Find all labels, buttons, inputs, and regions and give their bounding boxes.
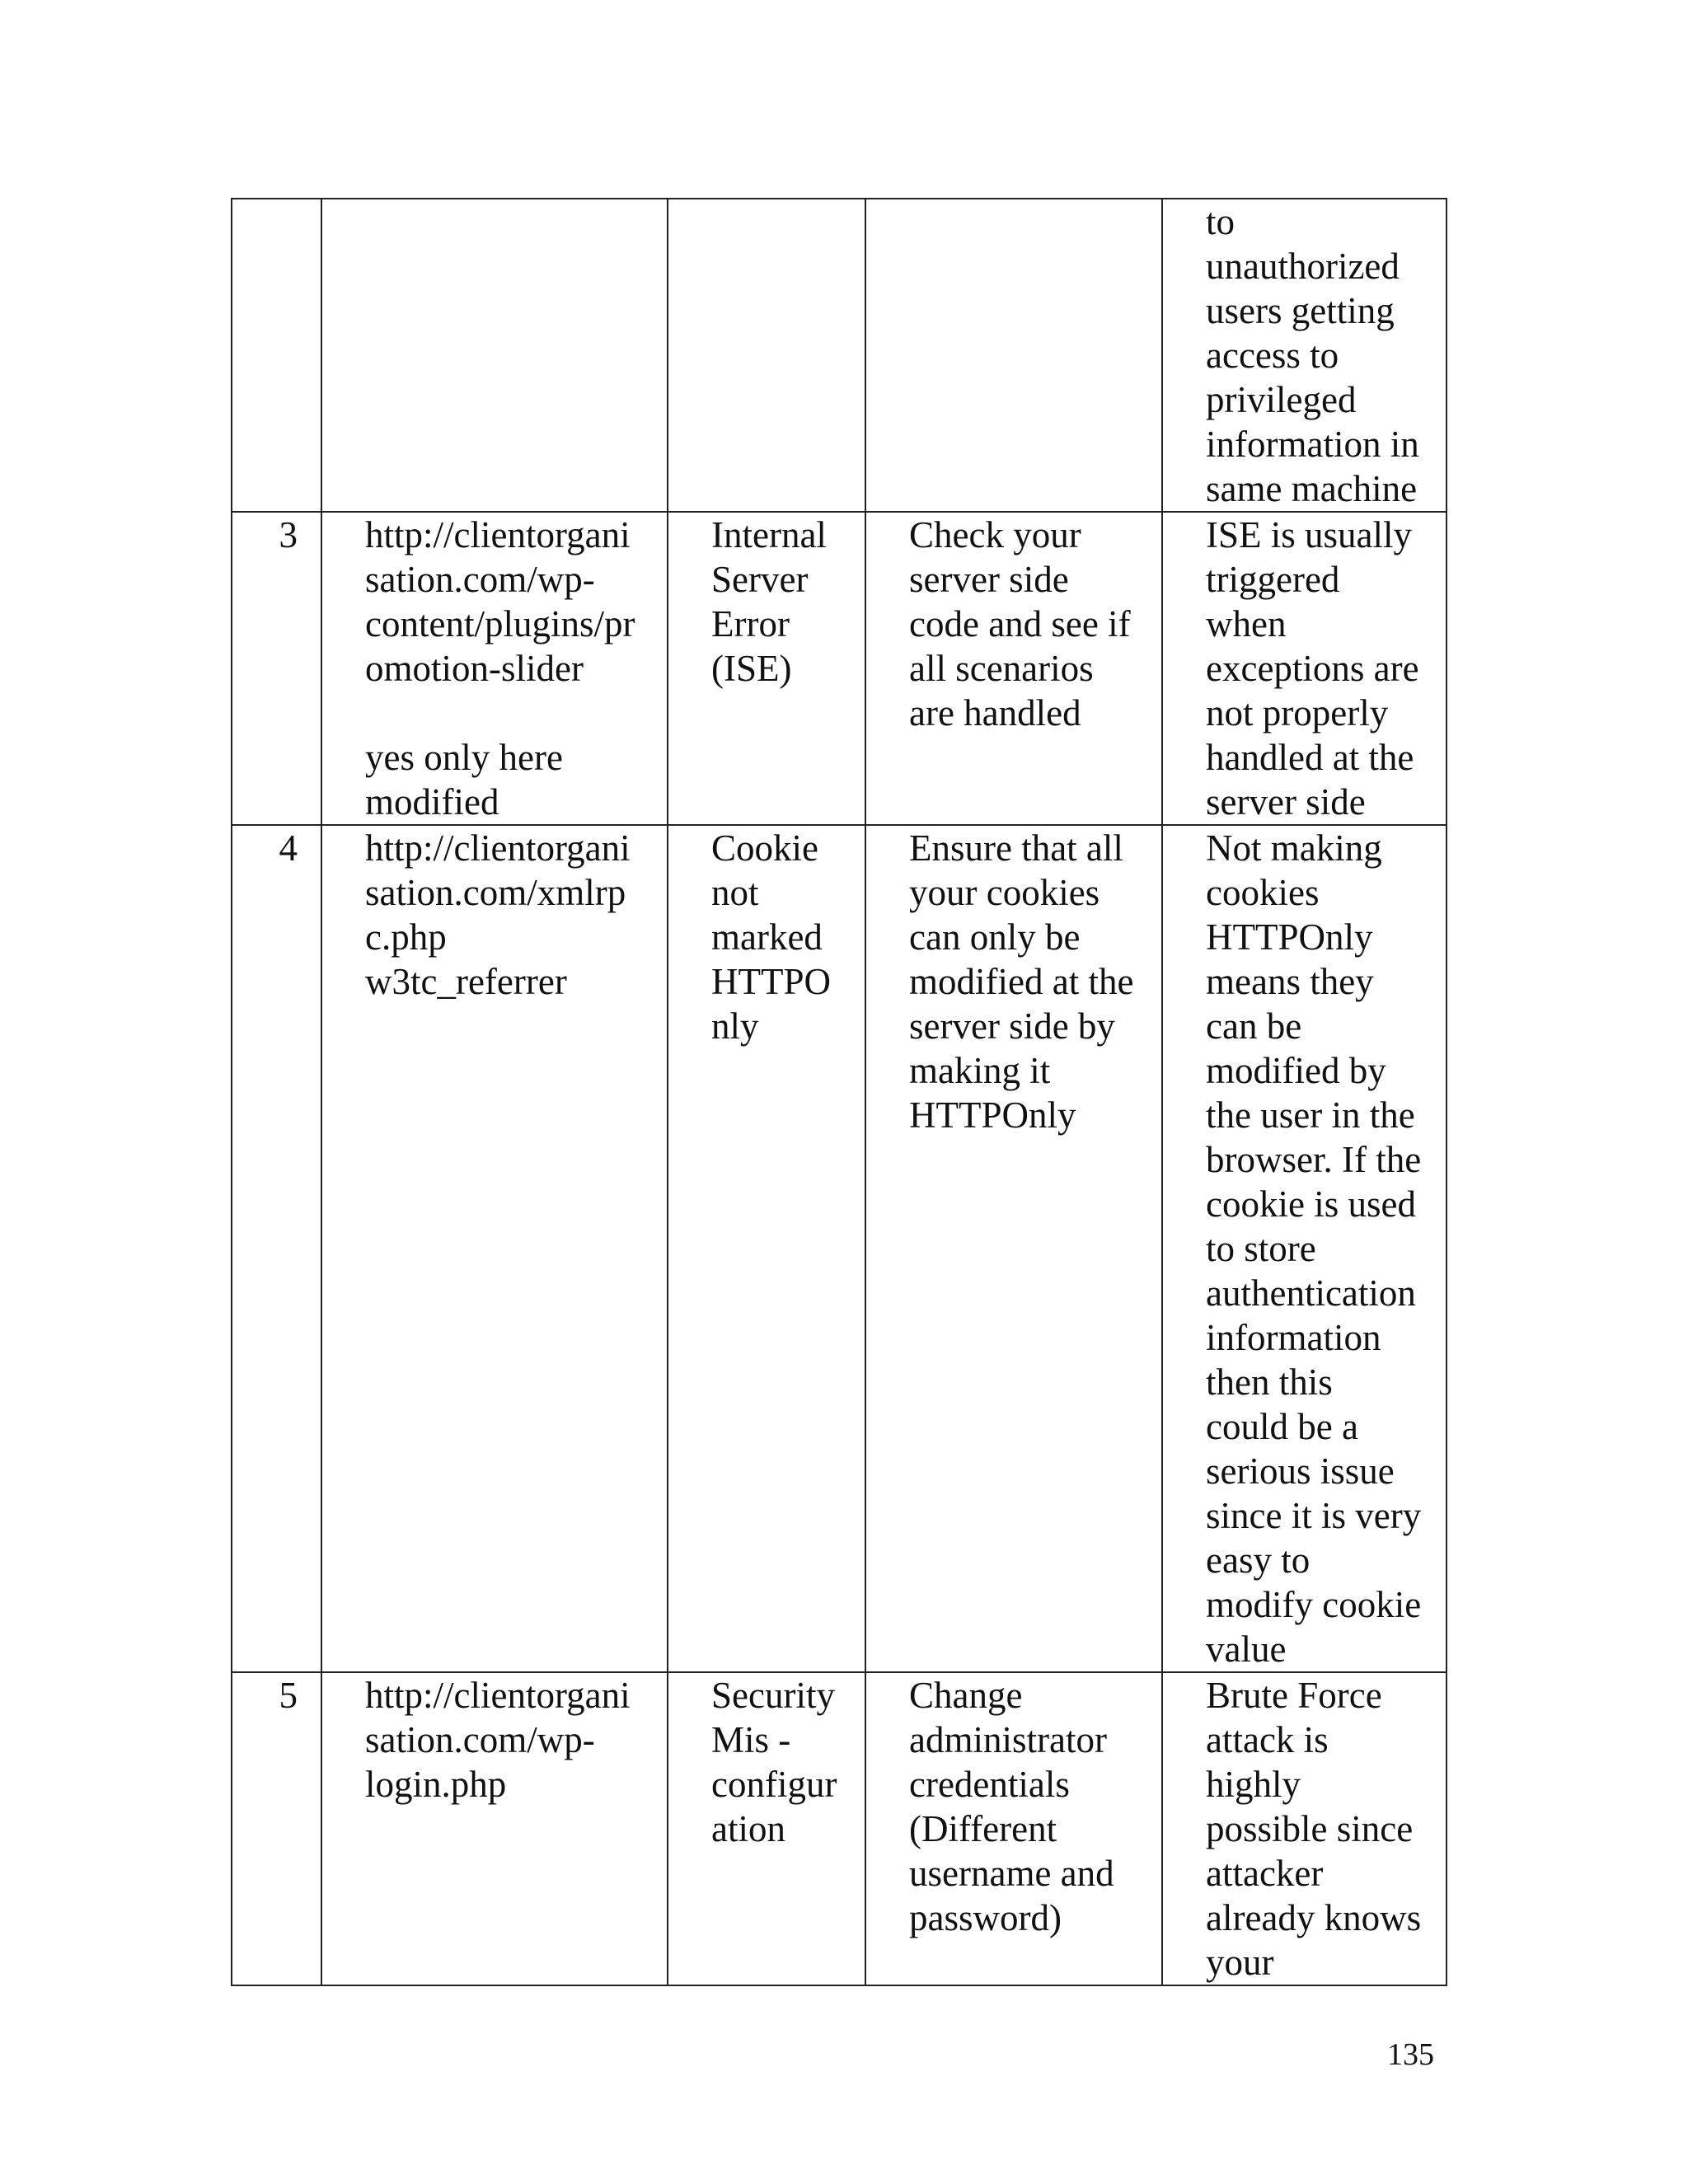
impact-cell: Not making cookies HTTPOnly means they can be modified by the user in the browser. If the cookie is used to store authentication information then this could be a serious issue since it is very easy to modify cookie value (1162, 825, 1447, 1672)
row-number-cell: 4 (232, 825, 321, 1672)
vulnerability-cell (668, 199, 865, 512)
table-row (232, 1672, 1447, 1985)
table-row (232, 825, 1447, 1672)
url-cell: http://clientorgani sation.com/wp- content/plugins/pr omotion-slider yes only here modified (321, 512, 668, 825)
table-row (232, 199, 1447, 512)
recommendation-cell: Change administrator credentials (Different username and password) (865, 1672, 1162, 1985)
recommendation-cell: Ensure that all your cookies can only be modified at the server side by making it HTTPOnly (865, 825, 1162, 1672)
impact-cell: Brute Force attack is highly possible since attacker already knows your (1162, 1672, 1447, 1985)
row-number-cell (232, 199, 321, 512)
recommendation-cell (865, 199, 1162, 512)
url-cell (321, 199, 668, 512)
row-number-cell: 5 (232, 1672, 321, 1985)
url-cell: http://clientorgani sation.com/xmlrp c.php w3tc_referrer (321, 825, 668, 1672)
table-row (232, 512, 1447, 825)
page-number: 135 (1387, 2037, 1434, 2072)
vulnerability-cell: Internal Server Error (ISE) (668, 512, 865, 825)
vulnerability-cell: Cookie not marked HTTPO nly (668, 825, 865, 1672)
url-cell: http://clientorgani sation.com/wp- login.php (321, 1672, 668, 1985)
impact-cell: to unauthorized users getting access to privileged information in same machine (1162, 199, 1447, 512)
recommendation-cell: Check your server side code and see if all scenarios are handled (865, 512, 1162, 825)
row-number-cell: 3 (232, 512, 321, 825)
vulnerability-cell: Security Mis - configur ation (668, 1672, 865, 1985)
vulnerability-table (231, 198, 1447, 1986)
impact-cell: ISE is usually triggered when exceptions are not properly handled at the server side (1162, 512, 1447, 825)
